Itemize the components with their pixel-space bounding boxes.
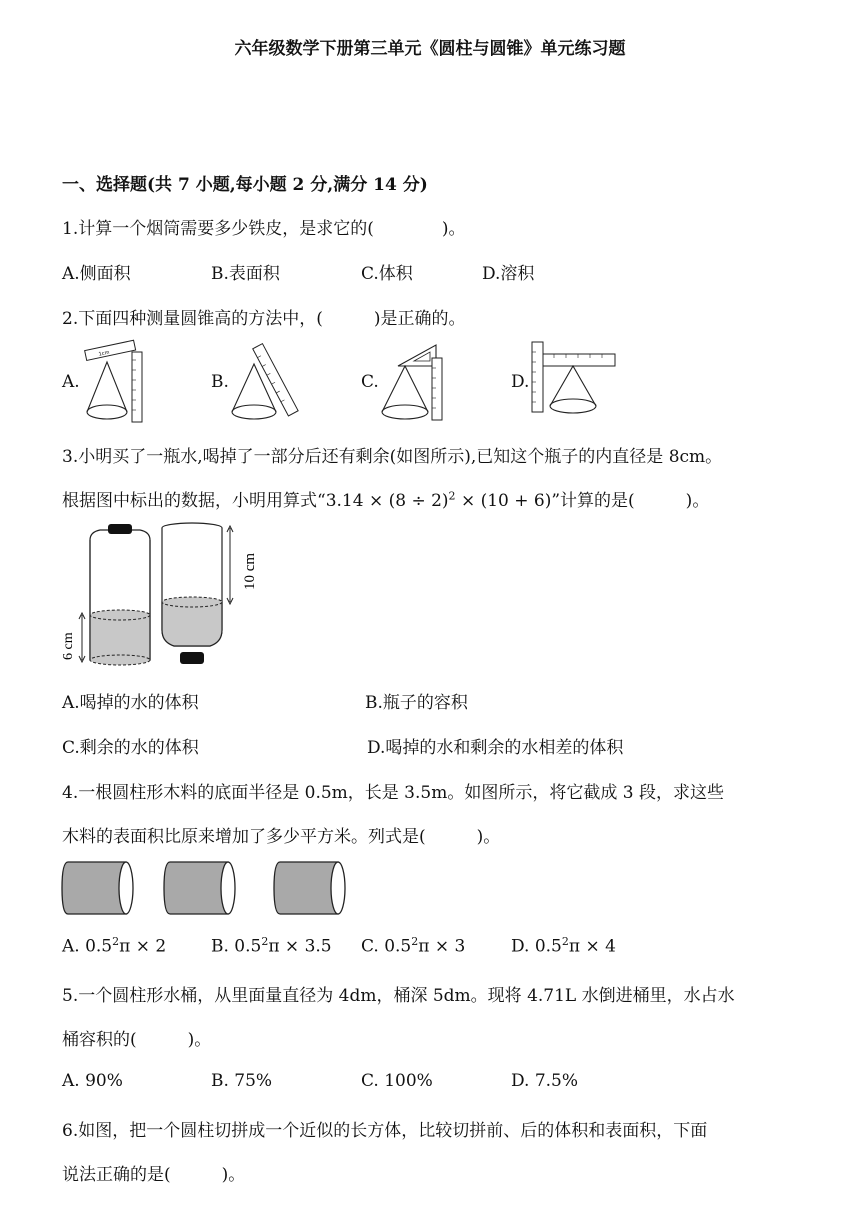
cut-cylinders-figure bbox=[60, 860, 350, 918]
question-3-line-1: 3.小明买了一瓶水,喝掉了一部分后还有剩余(如图所示),已知这个瓶子的内直径是 8cm。 bbox=[62, 447, 723, 467]
q5-option-d: D. 7.5% bbox=[511, 1071, 579, 1091]
question-5-line-2: 桶容积的( )。 bbox=[62, 1030, 212, 1050]
q4-option-a: A. $0.5^2\pi \times 2$ bbox=[62, 935, 167, 957]
question-2: 2.下面四种测量圆锥高的方法中，( )是正确的。 bbox=[62, 309, 466, 329]
question-1: 1.计算一个烟筒需要多少铁皮，是求它的( )。 bbox=[62, 219, 466, 239]
q2-option-a: A. bbox=[62, 372, 80, 392]
q2-option-b: B. bbox=[211, 372, 229, 392]
question-5-line-1: 5.一个圆柱形水桶，从里面量直径为 4dm，桶深 5dm。现将 4.71L 水倒进桶里，水占水 bbox=[62, 986, 735, 1006]
cone-figure-d bbox=[528, 340, 620, 425]
q4-option-b: B. $0.5^2\pi \times 3.5$ bbox=[211, 935, 332, 957]
question-6-line-1: 6.如图，把一个圆柱切拼成一个近似的长方体，比较切拼前、后的体积和表面积，下面 bbox=[62, 1121, 708, 1141]
cylinder-piece bbox=[62, 862, 133, 914]
label-10cm: 10 cm bbox=[242, 552, 258, 590]
cone-figure-c bbox=[378, 340, 453, 425]
question-4-line-1: 4.一根圆柱形木料的底面半径是 0.5m，长是 3.5m。如图所示，将它截成 3 段，求这些 bbox=[62, 783, 724, 803]
cylinder-piece bbox=[164, 862, 235, 914]
q2-option-d: D. bbox=[511, 372, 530, 392]
cone-figure-b bbox=[228, 340, 303, 425]
formula-text-end: × (10 + 6)”计算的是( )。 bbox=[455, 491, 710, 511]
cylinder-piece bbox=[274, 862, 345, 914]
section-heading: 一、选择题(共 7 小题,每小题 2 分,满分 14 分) bbox=[62, 175, 428, 195]
q5-option-b: B. 75% bbox=[211, 1071, 273, 1091]
q1-option-c: C.体积 bbox=[361, 264, 413, 284]
question-3-line-2 bbox=[62, 486, 709, 511]
q2-option-c: C. bbox=[361, 372, 379, 392]
cone-figure-a bbox=[80, 340, 150, 425]
q5-option-a: A. 90% bbox=[62, 1071, 123, 1091]
question-6-line-2: 说法正确的是( )。 bbox=[62, 1165, 246, 1185]
q4-option-c: C. $0.5^2\pi \times 3$ bbox=[361, 935, 466, 957]
bottle-figure bbox=[58, 520, 268, 670]
q3-option-b: B.瓶子的容积 bbox=[365, 693, 468, 713]
q5-option-c: C. 100% bbox=[361, 1071, 433, 1091]
formula-text: 根据图中标出的数据，小明用算式“3.14 × (8 ÷ 2) bbox=[62, 491, 449, 511]
q3-option-c: C.剩余的水的体积 bbox=[62, 738, 199, 758]
label-6cm: 6 cm bbox=[61, 632, 76, 660]
q1-option-a: A.侧面积 bbox=[62, 264, 131, 284]
question-4-line-2: 木料的表面积比原来增加了多少平方米。列式是( )。 bbox=[62, 827, 501, 847]
q1-option-b: B.表面积 bbox=[211, 264, 280, 284]
q3-option-d: D.喝掉的水和剩余的水相差的体积 bbox=[367, 738, 624, 758]
ruler-label: 1cm bbox=[98, 349, 111, 358]
formula-exponent: 2 bbox=[448, 489, 456, 503]
q1-option-d: D.溶积 bbox=[482, 264, 535, 284]
q4-option-d: D. $0.5^2\pi \times 4$ bbox=[511, 935, 616, 957]
q3-option-a: A.喝掉的水的体积 bbox=[62, 693, 199, 713]
page-title: 六年级数学下册第三单元《圆柱与圆锥》单元练习题 bbox=[234, 39, 626, 59]
